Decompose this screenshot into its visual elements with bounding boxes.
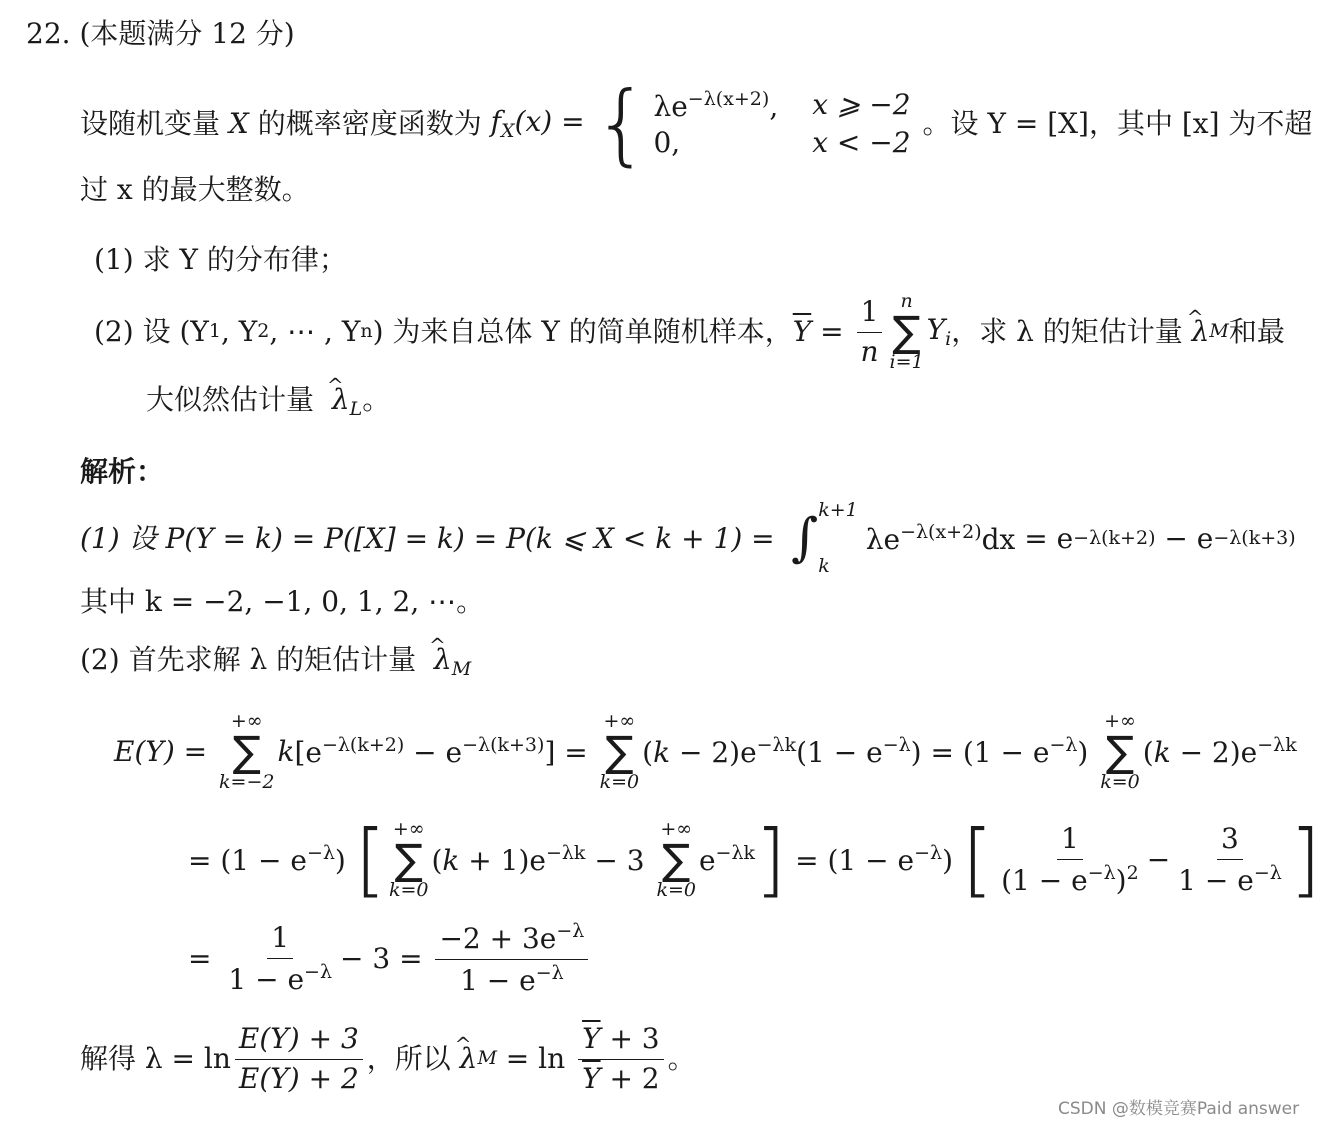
expectation-line1: E(Y) = +∞ ∑ k=−2 k $[e^{-\lambda(k+2)} - e^{-\lambda(k+3)}]$ = +∞ ∑ k=0 $(k - 2)e^{-\lambda k}(1 - e^{-\lambda}) = (1 - e^{-\lambda})$ +∞ ∑ k=0 $(k - 2)e^{-\lambda k}$ [114,710,1297,793]
solution-part1: (1) 设 P(Y = k) = P([X] = k) = P(k ⩽ X < k + 1) = ∫ k+1 k $\lambda e^{-\lambda(x+2)}dx$ = e −λ(k+2) − e −λ(k+3) [80,499,1296,578]
solution-heading: 解析： [80,455,165,488]
s1-rhs: = e [1024,521,1074,555]
s1-lhs: (1) 设 P(Y = k) = P([X] = k) = P(k ⩽ X < k + 1) = [80,521,775,555]
one-over-n: $\frac{1}{n}$ [856,296,882,367]
watermark: CSDN @数模竞赛Paid answer [1058,1099,1300,1119]
case1-expr: $\lambda e^{-\lambda(x+2)}$, [653,87,779,123]
stmt-after: 。设 Y = [X]，其中 [x] 为不超 [922,106,1313,140]
lambda-hat-M-2: ^ λ [425,644,452,676]
var-X: X [220,106,258,140]
expectation-line2: = $(1 - e^{-\lambda})$ [ +∞ ∑ k=0 $(k + 1)e^{-\lambda k} - 3$ +∞ ∑ k=0 $e^{-\lambda k}$ ] = $(1 - e^{-\lambda})$ [ $\frac{1}{(1 - e^{-\lambda})^2}$ − $\frac{3}{1 - e^{-\lambda}}$ ] [188,813,1321,906]
solution-part2-intro: (2) 首先求解 λ 的矩估计量 ^ $\lambda_M$ [80,644,471,681]
conclusion-prefix: 解得 λ = ln [80,1041,231,1075]
cases-brace: { [593,72,650,176]
q2-prefix: (2) 设 (Y [94,314,209,348]
stmt-fx-text: 的概率密度函数为 [257,106,482,140]
integral-sign: ∫ [774,508,819,569]
question-1: (1) 求 Y 的分布律； [94,243,347,276]
problem-header [26,18,295,50]
conclusion-mid: ，所以 [366,1041,451,1075]
solution-range: 其中 k = −2, −1, 0, 1, 2, ⋯。 [80,585,485,618]
case2-expr: 0, [653,126,681,159]
conclusion-line: 解得 λ = ln $\frac{E(Y) + 3}{E(Y) + 2}$ ，所以 ^ λ M = ln $\frac{\overline{Y} + 3}{\overline{Y} + 2}$ 。 [80,1014,696,1104]
q2-mid: ) 为来自总体 Y 的简单随机样本， [372,314,793,348]
integral-limits: k+1 k [818,499,858,578]
sum-i: n ∑ i=1 [889,290,924,373]
stmt-prefix: 设随机变量 [80,106,221,140]
pdf-symbol: $f_X(x)$ = [481,104,594,142]
q2-and: 和最 [1228,314,1285,348]
case1-cond: x ⩾ −2 [812,87,911,121]
pdf-cases [653,89,910,159]
problem-score: (本题满分 12 分) [79,17,295,50]
ybar-symbol: $\overline{Y}$ [792,314,812,348]
problem-statement-line2: 过 x 的最大整数。 [80,173,310,206]
q2-line2-text: 大似然估计量 [146,383,315,416]
q2-after: ，求 λ 的矩估计量 [951,314,1183,348]
expectation-line3: = $\frac{1}{1 - e^{-\lambda}}$ − 3 = $\frac{-2 + 3e^{-\lambda}}{1 - e^{-\lambda}}$ [188,916,592,1002]
problem-statement-line1 [80,72,1313,176]
case2-cond: x < −2 [812,126,911,159]
question-2-line2: 大似然估计量 ^ $\lambda_L$。 [146,384,390,421]
lambda-hat-L: ^ λ [323,384,350,416]
question-2-line1: (2) 设 (Y 1 , Y 2 , ⋯ , Y n ) 为来自总体 Y 的简单随机样本， $\overline{Y}$ = $\frac{1}{n}$ n ∑ i=1 $Y_i$ ，求 λ 的矩估计量 ^ λ M 和最 [94,284,1285,380]
problem-number: 22. [26,17,71,50]
s2-intro-text: (2) 首先求解 λ 的矩估计量 [80,643,417,676]
integrand: $\lambda e^{-\lambda(x+2)}dx$ [865,520,1025,556]
lambda-hat-M: ^ λ [1183,316,1210,348]
